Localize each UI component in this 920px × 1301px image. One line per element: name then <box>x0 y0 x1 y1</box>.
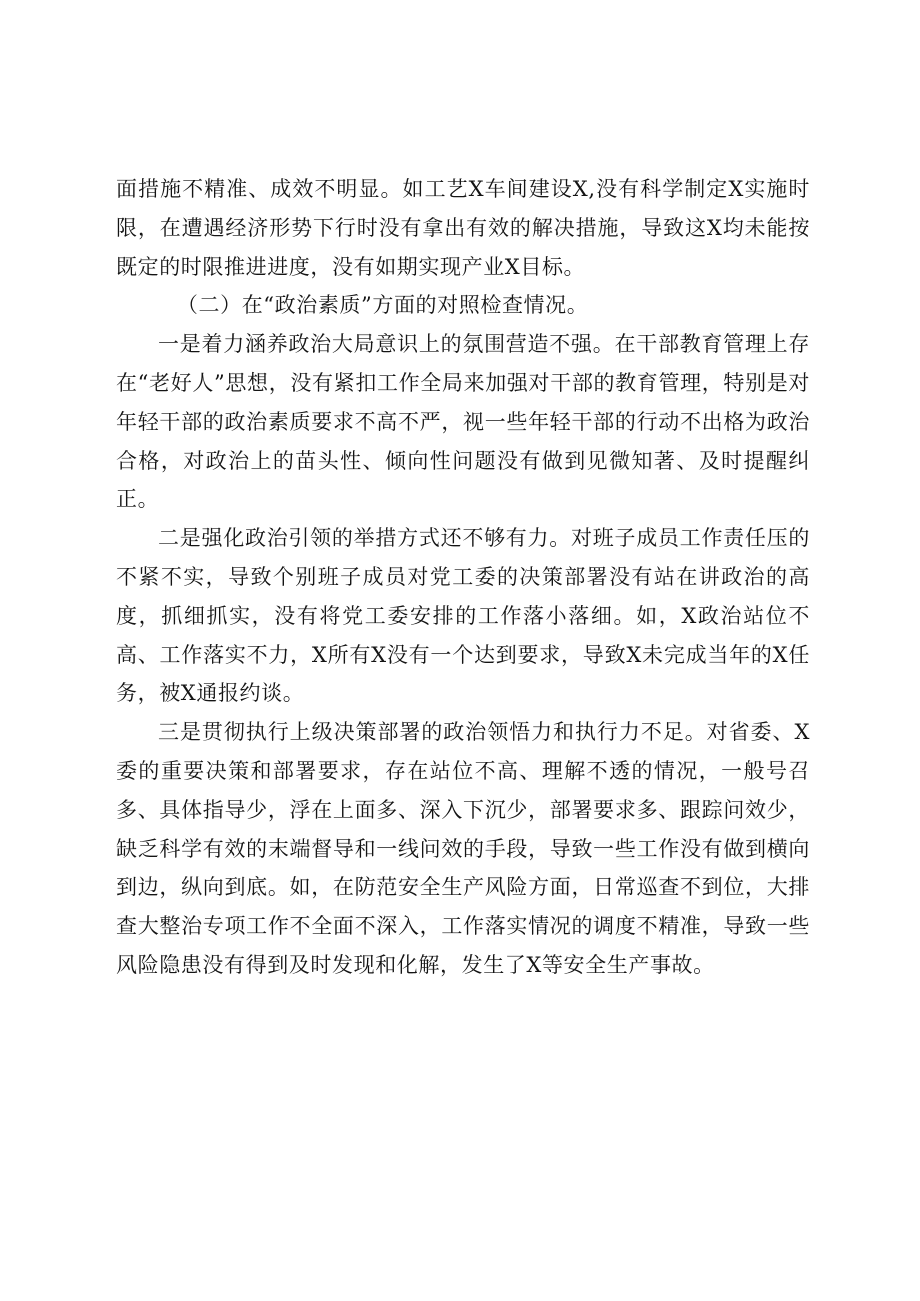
paragraph-point-three: 三是贯彻执行上级决策部署的政治领悟力和执行力不足。对省委、X委的重要决策和部署要求，存在站位不高、理解不透的情况，一般号召多、具体指导少，浮在上面多、深入下沉少，部署要求多、跟踪问效少，缺乏科学有效的末端督导和一线问效的手段，导致一些工作没有做到横向到边，纵向到底。如，在防范安全生产风险方面，日常巡查不到位，大排查大整治专项工作不全面不深入，工作落实情况的调度不精准，导致一些风险隐患没有得到及时发现和化解，发生了X等安全生产事故。 <box>116 720 810 977</box>
document-body <box>116 170 810 985</box>
paragraph-point-one: 一是着力涵养政治大局意识上的氛围营造不强。在干部教育管理上存在“老好人”思想，没有紧扣工作全局来加强对干部的教育管理，特别是对年轻干部的政治素质要求不高不严，视一些年轻干部的行动不出格为政治合格，对政治上的苗头性、倾向性问题没有做到见微知著、及时提醒纠正。 <box>116 332 810 512</box>
paragraph-continuation: 面措施不精准、成效不明显。如工艺X车间建设X,没有科学制定X实施时限，在遭遇经济形势下行时没有拿出有效的解决措施，导致这X均未能按既定的时限推进进度，没有如期实现产业X目标。 <box>116 177 810 279</box>
section-heading: （二）在“政治素质”方面的对照检查情况。 <box>176 293 589 318</box>
paragraph-point-two: 二是强化政治引领的举措方式还不够有力。对班子成员工作责任压的不紧不实，导致个别班子成员对党工委的决策部署没有站在讲政治的高度，抓细抓实，没有将党工委安排的工作落小落细。如，X政治站位不高、工作落实不力，X所有X没有一个达到要求，导致X未完成当年的X任务，被X通报约谈。 <box>116 526 810 706</box>
